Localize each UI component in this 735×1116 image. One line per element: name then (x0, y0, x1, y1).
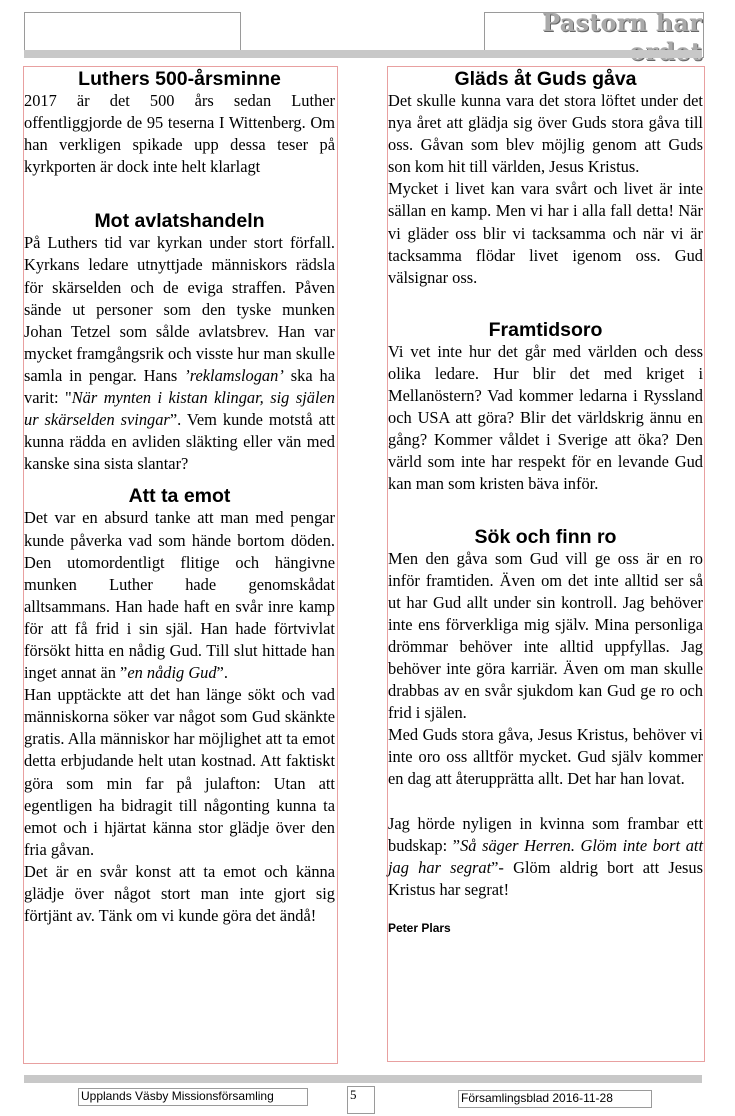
section-heading: Mot avlatshandeln (94, 210, 265, 233)
signature: Peter Plars (388, 920, 451, 935)
footer-rule (24, 1075, 702, 1083)
paragraph: På Luthers tid var kyrkan under stort förfall. Kyrkans ledare utnyttjade människors rädsla för skärselden och de eviga straffen. Påven sände ut personer som den tyske munken Johan Tetzel som sålde avlatsbrev. Han var mycket framgångsrik och visste hur man skulle samla in pengar. Hans ’reklamslogan’ ska ha varit: "När mynten i kistan klingar, sig själen ur skärselden svingar”. Vem kunde motstå att kunna rädda en avliden släkting eller vän med kanske sina sista slantar? (24, 233, 336, 474)
spacer (24, 178, 335, 210)
spacer (388, 289, 703, 319)
paragraph: Mycket i livet kan vara svårt och livet är inte sällan en kamp. Men vi har i alla fall detta! När vi gläder oss blir vi tacksamma och när vi är tacksamma flödar livet igenom oss. Gud välsignar oss. (388, 179, 703, 287)
paragraph: Med Guds stora gåva, Jesus Kristus, behöver vi inte oro oss alltför mycket. Gud själv kommer en dag att återupprätta allt. Det har han lovat. (388, 725, 703, 789)
section-heading: Luthers 500-årsminne (78, 68, 281, 90)
paragraph: Vi vet inte hur det går med världen och dess olika ledare. Hur blir det med kriget i Mellanöstern? Vad kommer ledarna i Ryssland och USA att göra? Blir det världskrig ännu en gång? Kommer våldet i Sverige att öka? Den värld som inte har respekt för en levande Gud kan man som kristen bäva inför. (388, 341, 703, 494)
page-title: Pastorn har (542, 8, 702, 37)
spacer (24, 475, 335, 485)
paragraph: Det var en absurd tanke att man med pengar kunde påverka vad som hände bortom döden. Den utomordentligt flitige och hängivne munken Luther hade genomskådat alltsammans. Han hade haft en svår inre kamp för att få frid i sin själ. Han hade förtvivlat försökt hitta en nådig Gud. Till slut hittade han inget annat än ”en nådig Gud”. (24, 508, 335, 683)
spacer (388, 791, 703, 813)
right-column (388, 68, 703, 935)
left-column (24, 68, 335, 927)
paragraph: Det är en svår konst att ta emot och känna glädje över något stort man inte gjort sig förtjänt av. Tänk om vi kunde göra det ändå! (24, 861, 335, 926)
paragraph: Han upptäckte att det han länge sökt och vad människorna söker var något som Gud skänkte gratis. Alla människor har möjlighet att ta emot detta erbjudande helt utan kostnad. Att faktiskt göra som min far på julafton: Utan att egentligen ha bidragit till någonting kunna ta emot och i hjärtat känna stor glädje över den fria gåvan. (24, 685, 335, 859)
spacer (388, 901, 703, 917)
paragraph: Jag hörde nyligen in kvinna som frambar ett budskap: ”Så säger Herren. Glöm inte bort att jag har segrat”- Glöm aldrig bort att Jesus Kristus har segrat! (388, 813, 703, 899)
section-heading: Gläds åt Guds gåva (454, 68, 637, 90)
footer-organization: Upplands Väsby Missionsförsamling (78, 1088, 308, 1106)
footer-issue: Församlingsblad 2016-11-28 (458, 1090, 652, 1108)
header-box-left (24, 12, 241, 54)
paragraph: 2017 är det 500 års sedan Luther offentliggjorde de 95 teserna I Wittenberg. Om han verkligen spikade upp dessa teser på kyrkporten är dock inte helt klarlagt (24, 91, 335, 177)
spacer (388, 496, 703, 526)
section-heading: Att ta emot (128, 485, 231, 508)
paragraph: Det skulle kunna vara det stora löftet under det nya året att glädja sig över Guds stora gåva till oss. Gåvan som blev möjlig genom att Guds son kom hit till världen, Jesus Kristus. (388, 91, 703, 177)
section-heading: Framtidsoro (488, 318, 603, 341)
section-heading: Sök och finn ro (474, 525, 617, 548)
header-rule (24, 50, 702, 58)
paragraph: Men den gåva som Gud vill ge oss är en ro inför framtiden. Även om det inte alltid ser så ut har Gud allt under sin kontroll. Jag behöver inte ens förverkliga mig själv. Mina personliga drömmar behöver inte alltid uppfyllas. Jag behöver inte göra karriär. Även om man skulle drabbas av en svår sjukdom kan Gud ge ro och frid i själen. (388, 548, 703, 723)
page-number: 5 (347, 1086, 375, 1114)
